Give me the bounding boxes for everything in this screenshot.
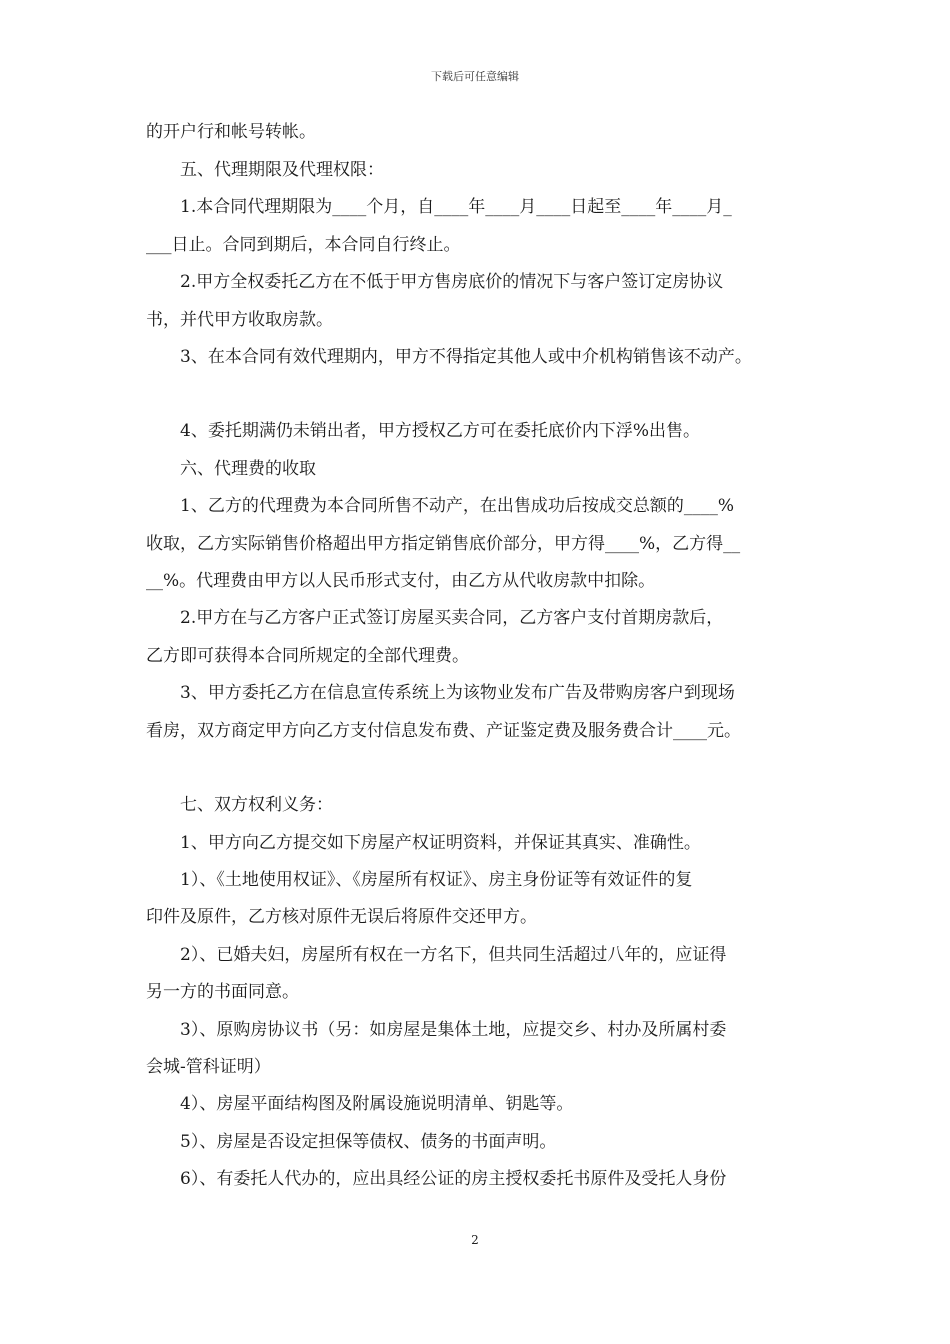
text-line: 4、委托期满仍未销出者，甲方授权乙方可在委托底价内下浮%出售。 — [146, 421, 700, 441]
text-line: 1、甲方向乙方提交如下房屋产权证明资料，并保证其真实、准确性。 — [146, 833, 701, 853]
text-line: ___日止。合同到期后，本合同自行终止。 — [146, 235, 461, 255]
text-line: 的开户行和帐号转帐。 — [146, 122, 316, 142]
page-header: 下载后可任意编辑 — [431, 70, 519, 83]
text-line: 会城-管科证明） — [146, 1057, 271, 1077]
text-line: 看房，双方商定甲方向乙方支付信息发布费、产证鉴定费及服务费合计____元。 — [146, 721, 741, 741]
text-line: 另一方的书面同意。 — [146, 982, 299, 1002]
text-line: 5）、房屋是否设定担保等债权、债务的书面声明。 — [146, 1132, 557, 1152]
text-line: __%。代理费由甲方以人民币形式支付，由乙方从代收房款中扣除。 — [146, 571, 656, 591]
text-line: 2.甲方在与乙方客户正式签订房屋买卖合同，乙方客户支付首期房款后， — [146, 608, 724, 628]
text-line: 印件及原件，乙方核对原件无误后将原件交还甲方。 — [146, 907, 537, 927]
page-number: 2 — [471, 1233, 479, 1247]
section-heading: 六、代理费的收取 — [146, 459, 316, 479]
text-line: 1.本合同代理期限为____个月，自____年____月____日起至____年____月_ — [146, 197, 732, 217]
text-line: 6）、有委托人代办的，应出具经公证的房主授权委托书原件及受托人身份 — [146, 1169, 727, 1189]
text-line: 书，并代甲方收取房款。 — [146, 310, 333, 330]
text-line: 3、甲方委托乙方在信息宣传系统上为该物业发布广告及带购房客户到现场 — [146, 683, 735, 703]
text-line: 3、在本合同有效代理期内，甲方不得指定其他人或中介机构销售该不动产。 — [146, 347, 752, 367]
text-line: 2）、已婚夫妇，房屋所有权在一方名下，但共同生活超过八年的，应证得 — [146, 945, 727, 965]
section-heading: 五、代理期限及代理权限： — [146, 160, 384, 180]
text-line: 4）、房屋平面结构图及附属设施说明清单、钥匙等。 — [146, 1094, 574, 1114]
text-line: 1、乙方的代理费为本合同所售不动产，在出售成功后按成交总额的____% — [146, 496, 734, 516]
text-line: 2.甲方全权委托乙方在不低于甲方售房底价的情况下与客户签订定房协议 — [146, 272, 724, 292]
text-line: 收取，乙方实际销售价格超出甲方指定销售底价部分，甲方得____%，乙方得__ — [146, 534, 741, 554]
section-heading: 七、双方权利义务： — [146, 795, 333, 815]
text-line: 3）、原购房协议书（另：如房屋是集体土地，应提交乡、村办及所属村委 — [146, 1020, 727, 1040]
text-line: 乙方即可获得本合同所规定的全部代理费。 — [146, 646, 469, 666]
text-line: 1）、《土地使用权证》、《房屋所有权证》、房主身份证等有效证件的复 — [146, 870, 693, 890]
